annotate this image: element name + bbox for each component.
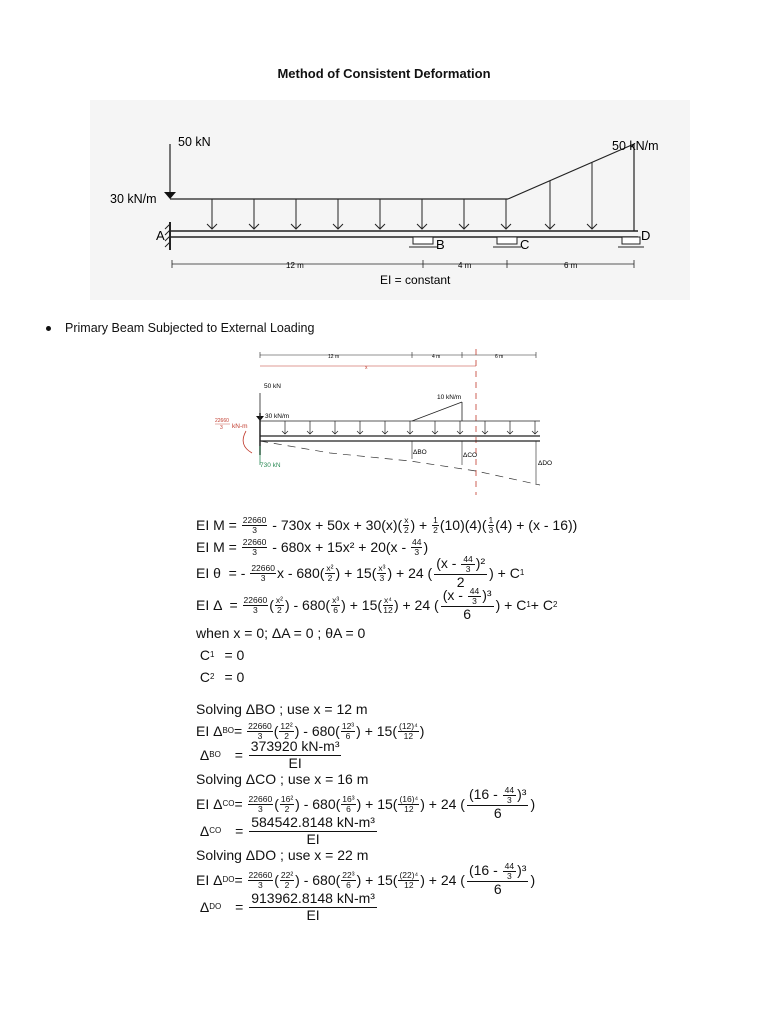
eq-slope: EI θ = - $\frac{22660}{3}$ x - 680( $\frac{\text{x²}}{2}$ ) + 15( $\frac{\text{x³}}{3}$ ) + 24 ( (x - $\frac{44}{3}$ )² 2 ) + C 1 — [196, 554, 525, 591]
label-support-b: B — [436, 237, 445, 252]
diagram-background — [90, 100, 690, 300]
do-heading-text: Solving ΔDO ; use x = 22 m — [196, 847, 369, 863]
label-span-12m: 12 m — [286, 261, 304, 270]
bo-result: Δ BO = 373920 kN-m³ EI — [196, 738, 340, 771]
bullet-text: Primary Beam Subjected to External Loading — [65, 321, 315, 335]
bullet-primary-beam — [46, 321, 314, 335]
label-50knm: 50 kN/m — [612, 139, 659, 153]
dim-12m: 12 m — [328, 354, 340, 360]
eq-c1-value: = 0 — [224, 647, 245, 663]
label2-10knm: 10 kN/m — [437, 394, 462, 401]
eq-c2: C 2 = 0 — [196, 669, 245, 685]
udl2-arrows — [282, 421, 538, 434]
co-result-ei: EI — [306, 830, 320, 847]
eq-boundary — [196, 622, 756, 644]
label2-delta-do: ΔDO — [538, 460, 553, 467]
deflected-shape — [260, 441, 540, 485]
co-result: Δ CO = 584542.8148 kN-m³ EI — [196, 814, 375, 847]
eq-moment-2: EI M = $\frac{22660}{3}$ - 680x + 15x² + 20(x - $\frac{44}{3}$ ) — [196, 536, 429, 557]
equations-block — [196, 514, 756, 923]
bullet-dot — [46, 326, 51, 331]
co-heading-text: Solving ΔCO ; use x = 16 m — [196, 771, 369, 787]
bo-heading — [196, 698, 756, 720]
label2-moment-num: 22660 — [215, 418, 229, 424]
label-support-c: C — [520, 237, 530, 252]
dim-6m: 6 m — [495, 354, 504, 360]
label2-30knm: 30 kN/m — [265, 413, 290, 420]
label-support-d: D — [641, 228, 651, 243]
do-result-value: 913962.8148 kN-m³ — [251, 890, 375, 907]
bo-heading-text: Solving ΔBO ; use x = 12 m — [196, 701, 368, 717]
label-30knm: 30 kN/m — [110, 192, 157, 206]
label2-delta-co: ΔCO — [463, 452, 478, 459]
label-support-a: A — [156, 228, 165, 243]
dim-4m: 4 m — [432, 354, 441, 360]
beam-loading-diagram — [90, 100, 690, 300]
label2-delta-bo: ΔBO — [413, 449, 427, 456]
dim-x-label: x — [365, 365, 368, 371]
do-result: Δ DO = 913962.8148 kN-m³ EI — [196, 890, 375, 923]
tri2-line — [412, 402, 462, 421]
eq-bo: EI Δ BO = $\frac{22660}{3}$ ( $\frac{\text{12²}}{2}$ ) - 680( $\frac{\text{12³}}{6}$ ) + 15( $\frac{\text{(12)⁴}}{12}$ ) — [196, 720, 425, 741]
bo-result-value: 373920 kN-m³ — [250, 738, 340, 755]
co-result-value: 584542.8148 kN-m³ — [251, 814, 375, 831]
eq-c2-value: = 0 — [224, 669, 245, 685]
label-span-4m: 4 m — [458, 261, 472, 270]
bo-result-ei: EI — [288, 754, 302, 771]
eq-moment-1: EI M = $\frac{22660}{3}$ - 730x + 50x + 30(x)( $\frac{x}{2}$ ) + $\frac{1}{2}$ (10)(4)( $\frac{1}{3}$ (4) + (x - 16)) — [196, 514, 578, 535]
moment-arrow — [243, 431, 252, 453]
eq-do: EI Δ DO = $\frac{22660}{3}$ ( $\frac{\text{22²}}{2}$ ) - 680( $\frac{\text{22³}}{6}$ ) + 15( $\frac{\text{(22)⁴}}{12}$ ) + 24 ( (16 - $\frac{44}{3}$ )³ 6 ) — [196, 861, 536, 898]
label2-moment-den: 3 — [220, 425, 223, 431]
eq-co: EI Δ CO = $\frac{22660}{3}$ ( $\frac{\text{16²}}{2}$ ) - 680( $\frac{\text{16³}}{6}$ ) + 15( $\frac{\text{(16)⁴}}{12}$ ) + 24 ( (16 - $\frac{44}{3}$ )³ 6 ) — [196, 785, 536, 822]
eq-boundary-text: when x = 0; ΔA = 0 ; θA = 0 — [196, 625, 366, 641]
label-50kn: 50 kN — [178, 135, 211, 149]
primary-beam-diagram — [210, 345, 560, 500]
label-ei-constant: EI = constant — [380, 273, 451, 287]
page-title: Method of Consistent Deformation — [277, 66, 491, 81]
eq-c1: C 1 = 0 — [196, 647, 245, 663]
label2-730kn: 730 kN — [260, 462, 281, 469]
eq-deflection: EI Δ = $\frac{22660}{3}$ ( $\frac{\text{x²}}{2}$ ) - 680( $\frac{\text{x³}}{6}$ ) + 15( $\frac{\text{x⁴}}{12}$ ) + 24 ( (x - $\frac{44}{3}$ )³ 6 ) + C 1 + C 2 — [196, 586, 558, 623]
label2-50kn: 50 kN — [264, 383, 281, 390]
do-result-ei: EI — [306, 906, 320, 923]
label2-moment-unit: kN-m — [232, 423, 248, 430]
label-span-6m: 6 m — [564, 261, 578, 270]
